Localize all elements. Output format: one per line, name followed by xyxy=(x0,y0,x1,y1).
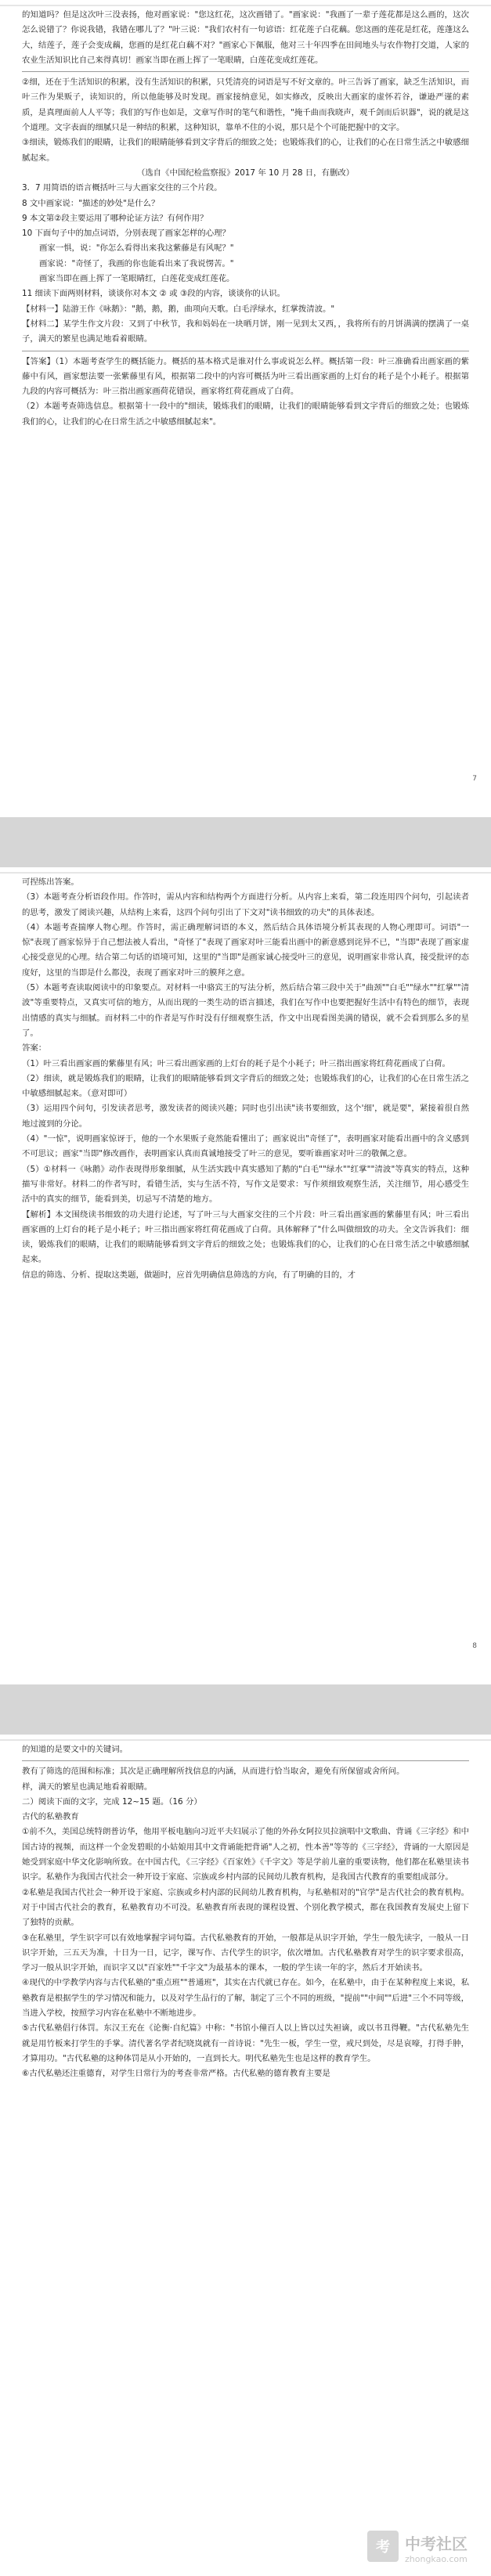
divider xyxy=(22,1760,469,1761)
paragraph-text: （5）本题考查读取阅读中的印象要点。对材料一中骆宾王的写法分析，然后结合第三段中关于"曲颈""白毛""绿水""红掌""清波"等重要特点，又真实可信的地方，从而出现的一类生动的语言描述，我们在写作中也要把握好生活中有特色的细节，表现出情感的真实与细腻。而材料二中的作者是写作时没有仔细观察生活，作文中出现看图美满的错误，就不会看到那么多的星了。 xyxy=(22,983,469,1038)
answer-text: （2）本题考查筛选信息。根据第十一段中的"细读，锻炼我们的眼睛，让我们的眼睛能够看到文字背后的细致之处；也锻炼我们的心，让我们的心在日常生活之中敏感细腻起来"。 xyxy=(22,402,469,427)
svg-text:zhongkao.com: zhongkao.com xyxy=(405,2554,468,2564)
paragraph-text: ⑥古代私塾还注重德育，对学生日常行为的考查非常严格。古代私塾的德育教育主要是 xyxy=(22,2069,330,2079)
question-item: 3．7 用简语的语言概括叶三与大画家交往的三个片段。 xyxy=(22,183,222,193)
question-sub-item: 画家一惧，说："你怎么看得出来我这紫藤是有风呢？" xyxy=(39,243,234,254)
question-item: 11 细读下面两则材料，谈谈你对本文 ② 或 ③段的内容，谈谈你的认识。 xyxy=(22,289,285,299)
section-heading: 二）阅读下面的文字，完成 12~15 题。（16 分） xyxy=(22,1796,202,1807)
paragraph-text: ④现代的中学教学内容与古代私塾的"重点班""普通班"，其实在古代就已存在。如今，在私塾中，由于在某种程度上来说，私塾教育是根据学生的学习情况和能力，以及对学生品行的了解，制定了三个不同的班级，"提前""中间""后进"三个不同等级，当进入学校，按照学习内容在私塾中不断地进步。 xyxy=(22,1978,469,2019)
paragraph-text: 信息的筛选、分析、提取这类题，做题时，应首先明确信息筛选的方向，有了明确的目的，才 xyxy=(22,1270,356,1280)
article-title: 古代的私塾教育 xyxy=(22,1812,79,1822)
page-top-rule xyxy=(0,872,491,874)
paragraph-text: 样，满天的繁星也满足地看着眼睛。 xyxy=(22,1782,153,1792)
paragraph-text: ②私塾是我国古代社会一种开设于家庭、宗族或乡村内部的民间幼儿教育机构，与私塾相对的"官学"是古代社会的教育机构。对于中国古代社会的教育，私塾教育功不可没。私塾教育所表现的课程设置、个别化教学模式，都在我国教育发展史上留下了独特的贡献。 xyxy=(22,1887,469,1928)
paragraph-text: 教有了筛选的范围和标准；其次是正确理解所找信息的内涵，从而进行恰当取舍，避免有所保留或舍所问。 xyxy=(22,1767,405,1777)
page-number: 8 xyxy=(472,1642,477,1650)
question-item: 8 文中画家说："描述的妙处"是什么？ xyxy=(22,198,160,208)
source-citation: （选自《中国纪检监察报》2017 年 10 月 28 日，有删改） xyxy=(136,168,355,178)
paragraph-text: 的知道吗？但是这次叶三没表扬，他对画家说："您这红花，这次画错了。"画家说："我画了一辈子莲花都是这么画的，这次怎么说错了？你说我错，我错在哪儿了？"叶三说："我们农村有一句谚语：红花莲子白花藕。您这画的莲花是红花，莲蓬这么大，结莲子，莲子会变成藕，您画的是红花白藕不对？"画家心下佩服，他对三十年四季在田间地头与农作物打交道，人家的农业生活知识比自己来得真切！画家当即在画上挥了一笔眼睛，白莲花变成红莲花。 xyxy=(22,10,469,65)
document-page-2 xyxy=(0,867,491,1684)
question-sub-item: 画家当即在画上挥了一笔眼睛红，白莲花变成红莲花。 xyxy=(39,274,235,284)
svg-text:考: 考 xyxy=(376,2539,390,2556)
paragraph-text: ⑤古代私塾倡行体罚。东汉王充在《论衡·自纪篇》中称："书馆小僮百人以上皆以过失袒谪，或以书丑得鞭。"古代私塾先生就是用竹板来打学生的手掌。清代著名学者纪晓岚就有一首诗说："先生一板，学生一堂，戒尺到处，尽是哀嚎，打得手肿，才算用功。"古代私塾的这种体罚是从小开始的，一直到长大。明代私塾先生也是这样的教育学生。 xyxy=(22,2023,469,2063)
answer-text: （5）①材料一《咏鹅》动作表现得形象细腻，从生活实践中真实感知了鹅的"白毛""绿水""红掌""清波"等真实的特点，这种描写非常好。材料二的作者写时，看错生活，实与生活不符，写作文是要求：写作须细致观察生活，关注细节，用心感受生活中的真实的细节，能看到美，切忌写不清楚的地方。 xyxy=(22,1164,469,1205)
analysis-text: 【解析】本文围绕读书细致的功夫进行论述，写了叶三与大画家交往的三个片段：叶三看出画家画的紫藤里有风；叶三看出画家画的上灯台的耗子是小耗子；叶三指出画家将红荷花画成了白荷。具体解释了"什么叫做细致的功夫。全文告诉我们：细读，锻炼我们的眼睛，让我们的眼睛能够看到文字背后的细致之处；也锻炼我们的心，让我们的心在日常生活之中敏感细腻起来。 xyxy=(22,1209,469,1265)
answer-label: 答案： xyxy=(22,1043,47,1054)
paragraph-text: ②细，还在于生活知识的积累，没有生活知识的积累，只凭清亮的词语是写不好文章的。叶三告诉了画家，缺乏生活知识，而叶三作为果贩子，读知识的，所以他能够及时发现。画家接纳意见，如实修改，反映出大画家的虚怀若谷，谦逊严谨的素质，是真理面前人人平等；我们的写作也如是，文章写作时的笔气和谐性，"掩千曲而我晓声，观千剑而后识器"，说的就是这个道理。文字表面的细腻只是一种结的积累，这种知识，靠单不住的小说，那只是个个可能把握中的文字。 xyxy=(22,77,469,133)
answer-text: （2）细读，就是锻炼我们的眼睛，让我们的眼睛能够看到文字背后的细致之处；也锻炼我们的心，让我们的心在日常生活之中敏感细腻起来。（意对即可） xyxy=(22,1073,469,1099)
paragraph-text: 可捏练出答案。 xyxy=(22,877,79,887)
divider xyxy=(22,71,469,72)
material-text: 【材料一】陆游王作《咏鹅》："鹅，鹅，鹅，曲项向天歌。白毛浮绿水，红掌拨清波。" xyxy=(22,304,335,314)
question-item: 10 下面句子中的加点词语，分别表现了画家怎样的心理？ xyxy=(22,229,230,239)
svg-text:中考社区: 中考社区 xyxy=(405,2535,468,2553)
answer-text: （4）"一惊"，说明画家惊讶于，他的一个水果贩子竟然能看懂出了；画家说出"奇怪了"，表明画家对能看出画中的含义感到不可思议；画家"当即"修改画作，表明画家认真而真诚地接受了叶三的意见，要听谁画家对叶三的敬佩之意。 xyxy=(22,1134,469,1159)
question-sub-item: 画家说："奇怪了，我画的你也能看出来了我说愣苦。" xyxy=(39,258,234,268)
question-item: 9 本文第②段主要运用了哪种论证方法？有何作用？ xyxy=(22,213,208,223)
paragraph-text: ①前不久，美国总统特朗普访华，他用平板电脑向习近平夫妇展示了他的外孙女阿拉贝拉演唱中文歌曲、背诵《三字经》和中国古诗的视频，而这样一个金发碧眼的小姑娘用其中文背诵能把背诵"人之初，性本善"等等的《三字经》，背诵的一大原因是她受到家庭中华文化影响所致。在中国古代，《三字经》《百家姓》《千字文》等是学前儿童的重要读物，他们都在私塾里读书识字。私塾作为我国古代社会一种开设于家庭、宗族或乡村内部的民间幼儿教育机构，是我国古代教育的重要组成部分。 xyxy=(22,1827,469,1882)
paragraph-text: （3）本题考查分析语段作用。作答时，需从内容和结构两个方面进行分析。从内容上来看，第二段连用四个问句，引起读者的思考，激发了阅读兴趣，从结构上来看，这四个问句引出了下文对"读书细致的功夫"的具体表述。 xyxy=(22,892,469,917)
answer-text: 【答案】（1）本题考查学生的概括能力。概括的基本格式是谁对什么事或说怎么样。概括第一段：叶三准确看出画家画的紫藤中有风，画家想法要一张紫藤里有风，根据第二段中的内容可概括为叶三看出画家画的上灯台的耗子是个小耗子。根据第九段的内容可概括为：叶三指出画家画荷花错误，画家将红荷花画成了白荷。 xyxy=(22,356,469,397)
page-number: 7 xyxy=(472,775,477,783)
paragraph-text: ③在私塾里，学生识字可以有效地掌握字词句篇。古代私塾教育的开始，一般都是从识字开始，学生一般先读字，一般从一日识字开始，三五天为准，十日为一日，记字，课写作、古代学生的识字，依次增加。古代私塾教育对学生的识字要求很高，学习一般从识字开始，而识字又以"百家姓""千字文"为最基本的课本，一般的学生读一年的字，然后才开始读书。 xyxy=(22,1933,469,1973)
document-page-3 xyxy=(0,1735,491,2576)
material-text: 【材料二】某学生作文片段：又到了中秋节，我和妈妈在一块晒月饼，刚一见到太又西，，我将所有的月饼满满的摆满了一桌子，满天的繁星也满足地看着眼睛。 xyxy=(22,319,469,344)
page-top-rule xyxy=(0,1739,491,1741)
answer-text: （1）叶三看出画家画的紫藤里有风；叶三看出画家画的上灯台的耗子是个小耗子；叶三指出画家将红荷花画成了白荷。 xyxy=(22,1058,450,1068)
paragraph-text: ③细读，锻炼我们的眼睛，让我们的眼睛能够看到文字背后的细致之处；也锻炼我们的心，让我们的心在日常生活之中敏感细腻起来。 xyxy=(22,138,469,163)
answer-text: （3）运用四个问句，引发读者思考，激发读者的阅读兴趣；同时也引出读"读书要细致，这个'细'，就是要"，紧接着很自然地过渡到的分论。 xyxy=(22,1104,469,1129)
page-top-rule xyxy=(0,5,491,6)
document-page-1 xyxy=(0,0,491,817)
site-watermark-logo xyxy=(366,2526,483,2570)
paragraph-text: 的知道的是要文中的关键词。 xyxy=(22,1745,128,1754)
paragraph-text: （4）本题考查揣摩人物心理。作答时，需正确理解词语的本义，然后结合具体语境分析其表现的人物心理即可。词语"一惊"表现了画家惊异于自己想法被人看出，"奇怪了"表现了画家对叶三能看出画中的新意感到诧异不已，"当即"表现了画家虚心接受意见的心理。结合第二句话的语境可知，这里的"当即"是画家诚心接受叶三的意见，说明画家非常认真，接受批评的态度好，这里的当即是什么都没，表现了画家对叶三的膜拜之意。 xyxy=(22,922,469,978)
